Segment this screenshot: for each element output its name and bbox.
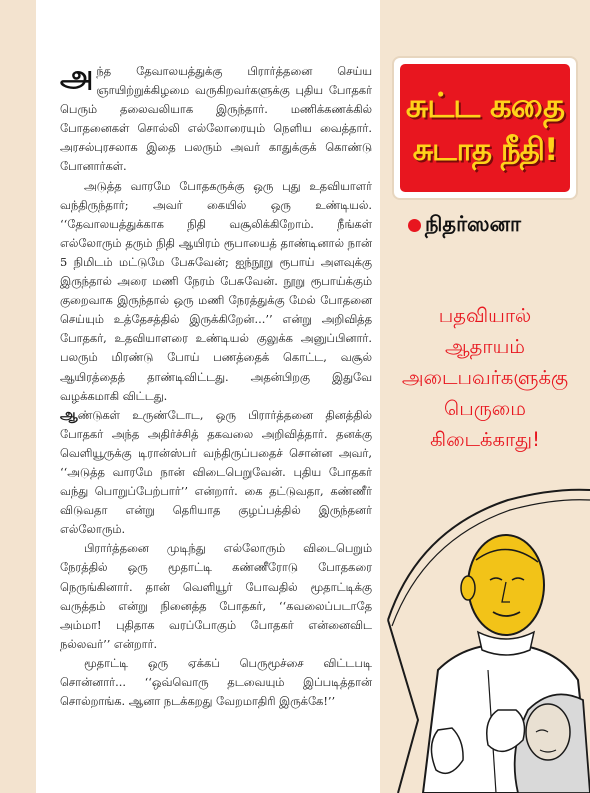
moral-tagline <box>386 300 584 455</box>
paragraph-3-text: ண்டுகள் உருண்டோட, ஒரு பிரார்த்தனை தினத்தில் போதகர் அந்த அதிர்ச்சித் தகவலை அறிவித்தார். தனக்கு வெளியூருக்கு டிரான்ஸ்பர் வந்திருப்பதைச் சொன்ன அவர், ‘‘அடுத்த வாரமே நான் விடைபெறுவேன். புதிய போதகர் வந்து பொறுப்பேற்பார்’’ என்றார். கை தட்டுவதா, கண்ணீர் விடுவதா என்று தெரியாத குழப்பத்தில் இருந்தனர் எல்லோரும். <box>60 407 372 537</box>
column-title-badge <box>394 58 576 198</box>
left-margin-band <box>0 0 36 793</box>
paragraph-3-lead: ஆ <box>60 406 78 423</box>
author-byline <box>408 212 521 239</box>
dropcap: அ <box>60 59 94 94</box>
paragraph-4: பிரார்த்தனை முடிந்து எல்லோரும் விடைபெறும் நேரத்தில் ஒரு மூதாட்டி கண்ணீரோடு போதகரை நெருங்கினார். தான் வெளியூர் போவதில் மூதாட்டிக்கு வருத்தம் என்று நினைத்த போதகர், ‘‘கவலைப்படாதே அம்மா! புதிதாக வரப்போகும் போதகர் என்னைவிட நல்லவர்’’ என்றார். <box>60 541 372 651</box>
tagline-line-4: பெருமை <box>444 397 526 420</box>
paragraph-5: மூதாட்டி ஒரு ஏக்கப் பெருமூச்சை விட்டபடி சொன்னார்... ‘‘ஒவ்வொரு தடவையும் இப்படித்தான் சொல்றாங்க. ஆனா நடக்கறது வேறமாதிரி இருக்கே!’’ <box>60 655 372 709</box>
paragraph-3 <box>60 406 372 540</box>
title-line-2: சுடாத நீதி! <box>412 132 558 168</box>
paragraph-1-text: ந்த தேவாலயத்துக்கு பிரார்த்தனை செய்ய ஞாயிற்றுக்கிழமை வருகிறவர்களுக்கு புதிய போதகர் பெரும் தலைவலியாக இருந்தார். மணிக்கணக்கில் போதனைகள் சொல்லி எல்லோரையும் நெளிய வைத்தார். அரசல்புரசலாக இதை பலரும் அவர் காதுக்குக் கொண்டு போனார்கள். <box>60 64 372 174</box>
story-article <box>60 59 372 711</box>
tagline-line-5: கிடைக்காது! <box>430 428 540 451</box>
paragraph-1 <box>60 59 372 177</box>
title-red-panel <box>400 64 570 192</box>
author-name: நிதர்ஸனா <box>425 212 521 236</box>
paragraph-2: அடுத்த வாரமே போதகருக்கு ஒரு புது உதவியாளர் வந்திருந்தார்; அவர் கையில் ஒரு உண்டியல். ‘‘தேவாலயத்துக்காக நிதி வசூலிக்கிறோம். நீங்கள் எல்லோரும் தரும் நிதி ஆயிரம் ரூபாயைத் தாண்டினால் நான் 5 நிமிடம் மட்டுமே பேசுவேன்; ஐந்நூறு ரூபாய் அளவுக்கு இருந்தால் அரை மணி நேரம் பேசுவேன். நூறு ரூபாய்க்கும் குறைவாக இருந்தால் ஒரு மணி நேரத்துக்கு மேல் போதனை செய்யும் உத்தேசத்தில் இருக்கிறேன்...’’ என்று அறிவித்த போதகர், உதவியாளரை உண்டியல் குலுக்க அனுப்பினார். பலரும் மிரண்டு போய் பணத்தைக் கொட்ட, வசூல் ஆயிரத்தைத் தாண்டிவிட்டது. அதன்பிறகு இதுவே வழக்கமாகி விட்டது. <box>60 178 372 403</box>
bullet-dot-icon <box>408 219 421 232</box>
tagline-line-3: அடைபவர்களுக்கு <box>401 366 569 389</box>
tagline-line-1: பதவியால் <box>438 304 532 327</box>
tagline-line-2: ஆதாயம் <box>445 335 525 358</box>
priest-illustration <box>378 470 590 793</box>
title-line-1: சுட்ட கதை <box>405 86 565 126</box>
